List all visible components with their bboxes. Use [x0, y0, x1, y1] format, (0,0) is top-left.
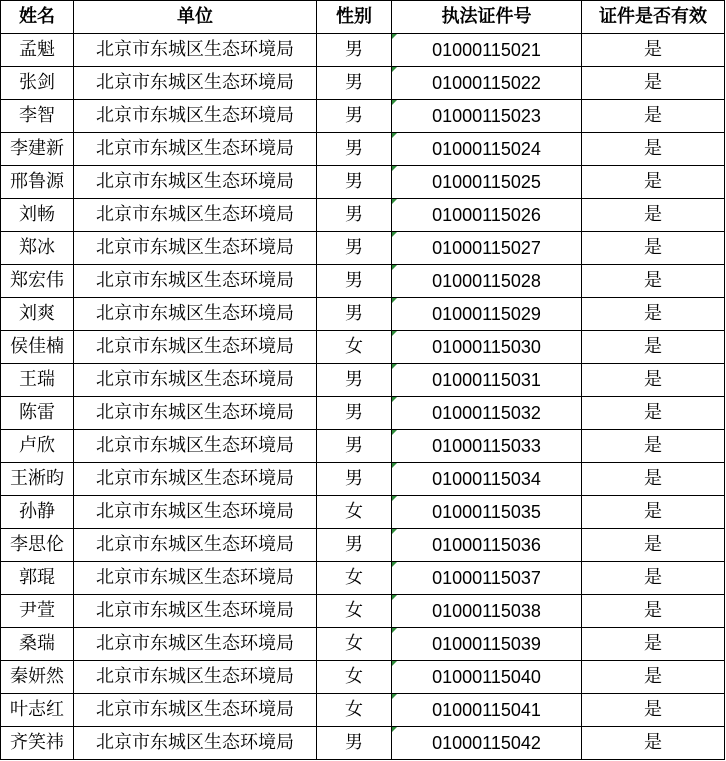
valid-cell[interactable]: 是	[582, 595, 725, 628]
cert-no-cell[interactable]	[392, 67, 582, 100]
table-row	[1, 133, 725, 166]
cert-no-text: 01000115034	[432, 469, 541, 489]
table-row	[1, 232, 725, 265]
unit-cell[interactable]: 北京市东城区生态环境局	[74, 298, 317, 331]
name-cell[interactable]: 陈雷	[1, 397, 74, 430]
gender-cell[interactable]: 女	[317, 628, 392, 661]
valid-cell[interactable]: 是	[582, 364, 725, 397]
name-cell[interactable]: 张剑	[1, 67, 74, 100]
valid-cell[interactable]: 是	[582, 529, 725, 562]
text-format-indicator-icon	[392, 694, 397, 699]
cert-no-text: 01000115035	[432, 502, 541, 522]
table-row	[1, 100, 725, 133]
unit-cell[interactable]: 北京市东城区生态环境局	[74, 727, 317, 760]
name-cell[interactable]: 郑宏伟	[1, 265, 74, 298]
gender-cell[interactable]: 男	[317, 397, 392, 430]
cert-no-cell[interactable]	[392, 463, 582, 496]
unit-cell[interactable]: 北京市东城区生态环境局	[74, 232, 317, 265]
table-row	[1, 364, 725, 397]
text-format-indicator-icon	[392, 529, 397, 534]
cert-no-cell[interactable]	[392, 265, 582, 298]
header-unit[interactable]: 单位	[74, 1, 317, 34]
unit-cell[interactable]: 北京市东城区生态环境局	[74, 100, 317, 133]
name-cell[interactable]: 刘爽	[1, 298, 74, 331]
unit-cell[interactable]: 北京市东城区生态环境局	[74, 562, 317, 595]
text-format-indicator-icon	[392, 562, 397, 567]
cert-no-text: 01000115039	[432, 634, 541, 654]
cert-no-text: 01000115033	[432, 436, 541, 456]
gender-cell[interactable]: 男	[317, 133, 392, 166]
name-cell[interactable]: 刘畅	[1, 199, 74, 232]
table-row	[1, 67, 725, 100]
gender-cell[interactable]: 男	[317, 100, 392, 133]
cert-no-text: 01000115038	[432, 601, 541, 621]
name-cell[interactable]: 郑冰	[1, 232, 74, 265]
gender-cell[interactable]: 女	[317, 694, 392, 727]
header-valid[interactable]: 证件是否有效	[582, 1, 725, 34]
name-cell[interactable]: 侯佳楠	[1, 331, 74, 364]
text-format-indicator-icon	[392, 166, 397, 171]
valid-cell[interactable]: 是	[582, 694, 725, 727]
valid-cell[interactable]: 是	[582, 430, 725, 463]
text-format-indicator-icon	[392, 661, 397, 666]
cert-no-cell[interactable]	[392, 397, 582, 430]
unit-cell[interactable]: 北京市东城区生态环境局	[74, 430, 317, 463]
cert-no-text: 01000115025	[432, 172, 541, 192]
name-cell[interactable]: 郭琨	[1, 562, 74, 595]
cert-no-cell[interactable]	[392, 166, 582, 199]
gender-cell[interactable]: 女	[317, 331, 392, 364]
cert-no-cell[interactable]	[392, 727, 582, 760]
cert-no-cell[interactable]	[392, 694, 582, 727]
gender-cell[interactable]: 男	[317, 463, 392, 496]
unit-cell[interactable]: 北京市东城区生态环境局	[74, 397, 317, 430]
table-row	[1, 166, 725, 199]
unit-cell[interactable]: 北京市东城区生态环境局	[74, 694, 317, 727]
name-cell[interactable]: 李思伦	[1, 529, 74, 562]
valid-cell[interactable]: 是	[582, 628, 725, 661]
gender-cell[interactable]: 男	[317, 166, 392, 199]
text-format-indicator-icon	[392, 232, 397, 237]
valid-cell[interactable]: 是	[582, 298, 725, 331]
valid-cell[interactable]: 是	[582, 397, 725, 430]
gender-cell[interactable]: 男	[317, 430, 392, 463]
unit-cell[interactable]: 北京市东城区生态环境局	[74, 364, 317, 397]
cert-no-cell[interactable]	[392, 100, 582, 133]
cert-no-text: 01000115022	[432, 73, 541, 93]
cert-no-cell[interactable]	[392, 529, 582, 562]
valid-cell[interactable]: 是	[582, 496, 725, 529]
table-row	[1, 595, 725, 628]
table-row	[1, 628, 725, 661]
unit-cell[interactable]: 北京市东城区生态环境局	[74, 265, 317, 298]
table-row	[1, 397, 725, 430]
unit-cell[interactable]: 北京市东城区生态环境局	[74, 166, 317, 199]
valid-cell[interactable]: 是	[582, 133, 725, 166]
cert-no-text: 01000115031	[432, 370, 541, 390]
valid-cell[interactable]: 是	[582, 166, 725, 199]
table-row	[1, 727, 725, 760]
unit-cell[interactable]: 北京市东城区生态环境局	[74, 331, 317, 364]
cert-no-cell[interactable]	[392, 133, 582, 166]
gender-cell[interactable]: 男	[317, 232, 392, 265]
table-row	[1, 298, 725, 331]
table-row	[1, 331, 725, 364]
text-format-indicator-icon	[392, 463, 397, 468]
unit-cell[interactable]: 北京市东城区生态环境局	[74, 463, 317, 496]
gender-cell[interactable]: 男	[317, 727, 392, 760]
unit-cell[interactable]: 北京市东城区生态环境局	[74, 496, 317, 529]
cert-no-text: 01000115026	[432, 205, 541, 225]
valid-cell[interactable]: 是	[582, 199, 725, 232]
name-cell[interactable]: 齐笑祎	[1, 727, 74, 760]
text-format-indicator-icon	[392, 331, 397, 336]
gender-cell[interactable]: 男	[317, 199, 392, 232]
gender-cell[interactable]: 男	[317, 298, 392, 331]
name-cell[interactable]: 尹萱	[1, 595, 74, 628]
name-cell[interactable]: 孙静	[1, 496, 74, 529]
gender-cell[interactable]: 女	[317, 595, 392, 628]
header-cert-no[interactable]: 执法证件号	[392, 1, 582, 34]
text-format-indicator-icon	[392, 628, 397, 633]
gender-cell[interactable]: 男	[317, 364, 392, 397]
gender-cell[interactable]: 男	[317, 265, 392, 298]
valid-cell[interactable]: 是	[582, 727, 725, 760]
valid-cell[interactable]: 是	[582, 67, 725, 100]
text-format-indicator-icon	[392, 100, 397, 105]
gender-cell[interactable]: 男	[317, 34, 392, 67]
cert-no-text: 01000115024	[432, 139, 541, 159]
name-cell[interactable]: 邢鲁源	[1, 166, 74, 199]
cert-no-cell[interactable]	[392, 595, 582, 628]
gender-cell[interactable]: 男	[317, 529, 392, 562]
text-format-indicator-icon	[392, 364, 397, 369]
table-row	[1, 463, 725, 496]
cert-no-cell[interactable]	[392, 628, 582, 661]
text-format-indicator-icon	[392, 133, 397, 138]
header-gender[interactable]: 性别	[317, 1, 392, 34]
table-row	[1, 430, 725, 463]
text-format-indicator-icon	[392, 496, 397, 501]
table-row	[1, 34, 725, 67]
unit-cell[interactable]: 北京市东城区生态环境局	[74, 595, 317, 628]
text-format-indicator-icon	[392, 67, 397, 72]
gender-cell[interactable]: 女	[317, 661, 392, 694]
cert-no-text: 01000115041	[432, 700, 541, 720]
name-cell[interactable]: 王瑞	[1, 364, 74, 397]
gender-cell[interactable]: 女	[317, 562, 392, 595]
text-format-indicator-icon	[392, 430, 397, 435]
name-cell[interactable]: 孟魁	[1, 34, 74, 67]
table-row	[1, 562, 725, 595]
text-format-indicator-icon	[392, 727, 397, 732]
name-cell[interactable]: 李智	[1, 100, 74, 133]
table-row	[1, 529, 725, 562]
table-body	[1, 34, 725, 760]
text-format-indicator-icon	[392, 199, 397, 204]
valid-cell[interactable]: 是	[582, 661, 725, 694]
gender-cell[interactable]: 男	[317, 67, 392, 100]
valid-cell[interactable]: 是	[582, 331, 725, 364]
name-cell[interactable]: 李建新	[1, 133, 74, 166]
cert-no-text: 01000115030	[432, 337, 541, 357]
valid-cell[interactable]: 是	[582, 34, 725, 67]
unit-cell[interactable]: 北京市东城区生态环境局	[74, 67, 317, 100]
unit-cell[interactable]: 北京市东城区生态环境局	[74, 199, 317, 232]
text-format-indicator-icon	[392, 34, 397, 39]
valid-cell[interactable]: 是	[582, 265, 725, 298]
cert-no-cell[interactable]	[392, 430, 582, 463]
cert-no-text: 01000115023	[432, 106, 541, 126]
name-cell[interactable]: 桑瑞	[1, 628, 74, 661]
unit-cell[interactable]: 北京市东城区生态环境局	[74, 661, 317, 694]
valid-cell[interactable]: 是	[582, 562, 725, 595]
table-row	[1, 661, 725, 694]
cert-no-text: 01000115029	[432, 304, 541, 324]
text-format-indicator-icon	[392, 595, 397, 600]
table-row	[1, 694, 725, 727]
valid-cell[interactable]: 是	[582, 463, 725, 496]
cert-no-cell[interactable]	[392, 298, 582, 331]
unit-cell[interactable]: 北京市东城区生态环境局	[74, 34, 317, 67]
cert-no-text: 01000115021	[432, 40, 541, 60]
cert-no-text: 01000115028	[432, 271, 541, 291]
cert-no-cell[interactable]	[392, 199, 582, 232]
header-row	[1, 1, 725, 34]
text-format-indicator-icon	[392, 298, 397, 303]
gender-cell[interactable]: 女	[317, 496, 392, 529]
cert-no-text: 01000115040	[432, 667, 541, 687]
name-cell[interactable]: 卢欣	[1, 430, 74, 463]
cert-no-cell[interactable]	[392, 331, 582, 364]
name-cell[interactable]: 王淅昀	[1, 463, 74, 496]
cert-no-text: 01000115032	[432, 403, 541, 423]
table-row	[1, 199, 725, 232]
cert-no-cell[interactable]	[392, 496, 582, 529]
name-cell[interactable]: 秦妍然	[1, 661, 74, 694]
cert-no-text: 01000115036	[432, 535, 541, 555]
name-cell[interactable]: 叶志红	[1, 694, 74, 727]
cert-no-text: 01000115042	[432, 733, 541, 753]
cert-no-cell[interactable]	[392, 34, 582, 67]
text-format-indicator-icon	[392, 397, 397, 402]
cert-no-cell[interactable]	[392, 661, 582, 694]
cert-no-cell[interactable]	[392, 562, 582, 595]
unit-cell[interactable]: 北京市东城区生态环境局	[74, 133, 317, 166]
unit-cell[interactable]: 北京市东城区生态环境局	[74, 529, 317, 562]
cert-no-cell[interactable]	[392, 232, 582, 265]
header-name[interactable]: 姓名	[1, 1, 74, 34]
table-row	[1, 496, 725, 529]
cert-no-text: 01000115037	[432, 568, 541, 588]
text-format-indicator-icon	[392, 265, 397, 270]
unit-cell[interactable]: 北京市东城区生态环境局	[74, 628, 317, 661]
valid-cell[interactable]: 是	[582, 232, 725, 265]
valid-cell[interactable]: 是	[582, 100, 725, 133]
table-row	[1, 265, 725, 298]
cert-no-text: 01000115027	[432, 238, 541, 258]
cert-no-cell[interactable]	[392, 364, 582, 397]
